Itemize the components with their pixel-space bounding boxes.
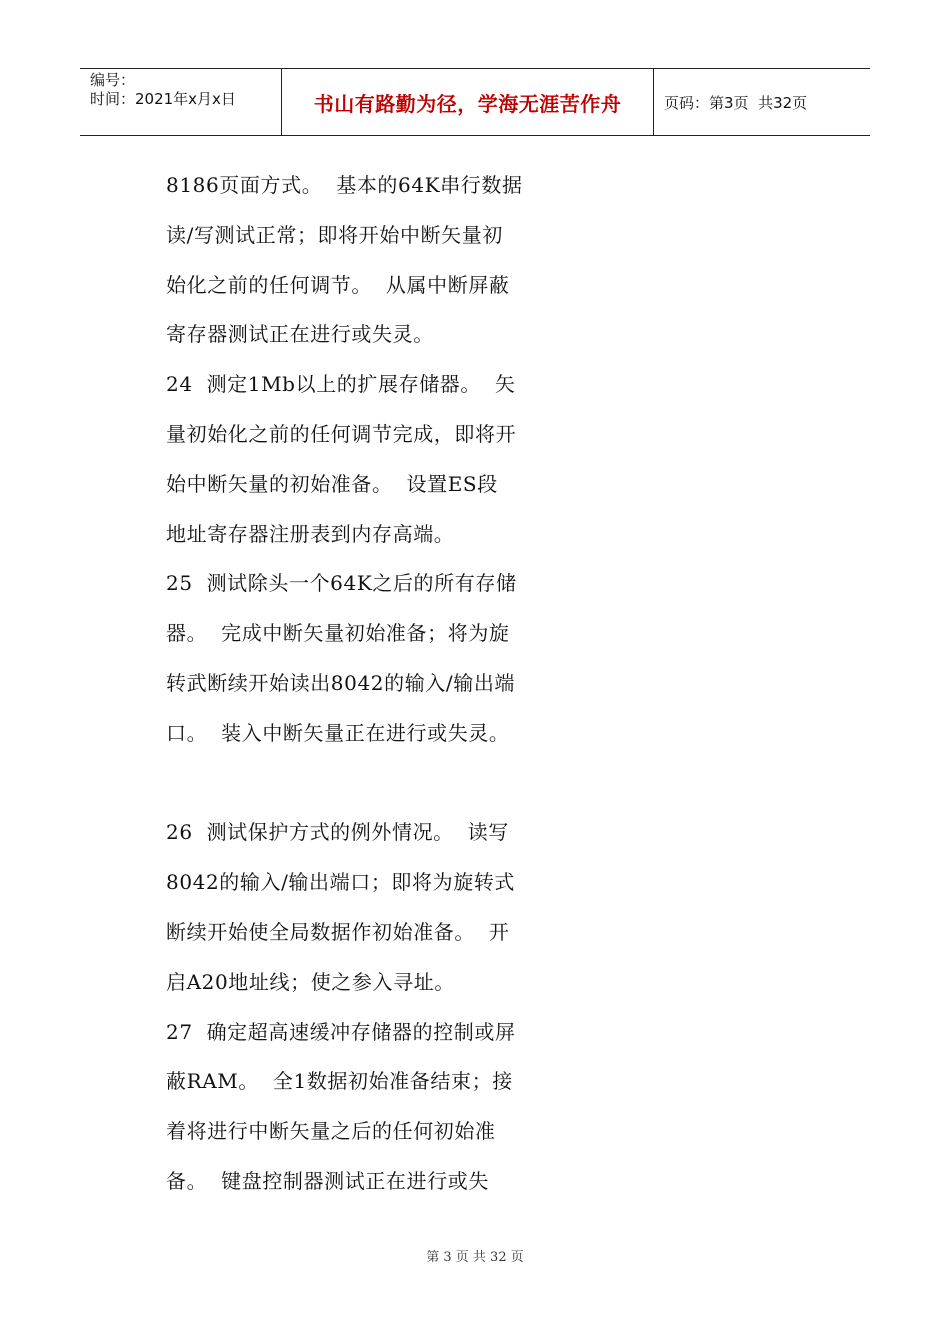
body-line: 着将进行中断矢量之后的任何初始准 — [166, 1119, 496, 1144]
header-motto: 书山有路勤为径，学海无涯苦作舟 — [282, 69, 654, 135]
body-line: 始中断矢量的初始准备。 设置ES段 — [166, 471, 498, 496]
document-header — [80, 68, 870, 136]
body-line: 器。 完成中断矢量初始准备；将为旋 — [166, 621, 510, 646]
body-line: 26 测试保护方式的例外情况。 读写 — [166, 820, 509, 845]
blank-line — [166, 759, 556, 809]
serial-number-label: 编号： — [90, 71, 136, 89]
body-line: 27 确定超高速缓冲存储器的控制或屏 — [166, 1019, 516, 1044]
body-line: 寄存器测试正在进行或失灵。 — [166, 322, 434, 347]
date-label: 时间：2021年x月x日 — [90, 90, 236, 108]
page-footer: 第 3 页 共 32 页 — [426, 1250, 524, 1265]
body-line: 启A20地址线；使之参入寻址。 — [166, 969, 455, 994]
body-line: 始化之前的任何调节。 从属中断屏蔽 — [166, 272, 510, 297]
page-info-text: 页码：第3页 共32页 — [664, 93, 808, 112]
body-line: 口。 装入中断矢量正在进行或失灵。 — [166, 720, 510, 745]
header-page-info — [654, 69, 870, 135]
body-line: 读/写测试正常；即将开始中断矢量初 — [166, 222, 503, 247]
body-line: 24 测定1Mb以上的扩展存储器。 矢 — [166, 372, 516, 397]
body-line: 8186页面方式。 基本的64K串行数据 — [166, 173, 523, 197]
body-line: 转武断续开始读出8042的输入/输出端 — [166, 670, 516, 695]
body-line: 备。 键盘控制器测试正在进行或失 — [166, 1168, 489, 1193]
body-line: 量初始化之前的任何调节完成，即将开 — [166, 421, 517, 446]
body-line: 断续开始使全局数据作初始准备。 开 — [166, 919, 510, 944]
body-line: 蔽RAM。 全1数据初始准备结束；接 — [166, 1069, 513, 1094]
header-meta — [80, 69, 282, 135]
body-line: 地址寄存器注册表到内存高端。 — [166, 521, 455, 546]
body-line: 8042的输入/输出端口；即将为旋转式 — [166, 870, 516, 895]
document-body — [166, 161, 556, 1207]
body-line: 25 测试除头一个64K之后的所有存储 — [166, 571, 517, 596]
